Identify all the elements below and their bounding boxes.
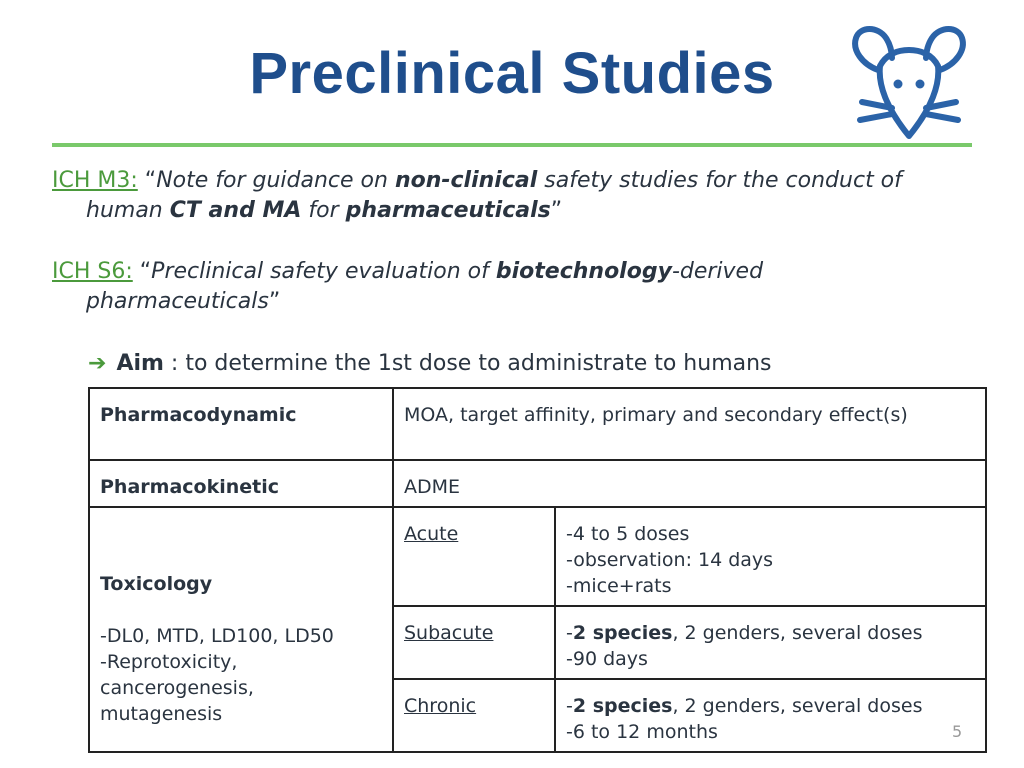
aim-label: Aim (116, 351, 164, 376)
detail-line: -mice+rats (566, 575, 672, 597)
quote-close: ” (550, 198, 563, 223)
text-part: -derived pharmaceuticals (86, 259, 764, 314)
study-table (88, 387, 987, 753)
detail-line (566, 693, 975, 719)
detail-line: -90 days (566, 648, 648, 670)
detail-line (566, 620, 975, 646)
toxicology-detail: -DL0, MTD, LD100, LD50 (100, 624, 334, 647)
ich-s6-text (86, 259, 763, 314)
ich-s6-label: ICH S6: (52, 259, 133, 284)
text-part: Preclinical safety evaluation of (151, 259, 496, 284)
page-number: 5 (952, 722, 963, 741)
toxicology-label: Toxicology (100, 572, 213, 595)
subacute-label-cell (393, 606, 555, 679)
pharmacokinetic-value: ADME (393, 460, 986, 507)
subacute-label: Subacute (404, 622, 494, 644)
ich-s6-paragraph (52, 257, 932, 317)
table-row (89, 388, 986, 460)
text-part: - (566, 622, 573, 644)
detail-line: -observation: 14 days (566, 549, 774, 571)
subacute-details (555, 606, 986, 679)
text-part: , 2 genders, several doses (672, 622, 923, 644)
toxicology-cell (89, 507, 393, 752)
pharmacodynamic-label: Pharmacodynamic (89, 388, 393, 460)
table-row (89, 507, 986, 606)
quote-open: “ (144, 168, 157, 193)
table-row (89, 460, 986, 507)
title-divider (52, 143, 972, 147)
quote-open: “ (139, 259, 152, 284)
text-bold: 2 species (572, 695, 673, 717)
text-part: Note for guidance on (156, 168, 395, 193)
pharmacodynamic-value: MOA, target affinity, primary and secondary effect(s) (393, 388, 986, 460)
text-bold: non-clinical (394, 168, 538, 193)
ich-m3-paragraph (52, 166, 932, 226)
aim-text: : to determine the 1st dose to administrate to humans (163, 351, 772, 376)
chronic-label-cell (393, 679, 555, 752)
chronic-label: Chronic (404, 695, 477, 717)
chronic-details (555, 679, 986, 752)
toxicology-detail: -Reprotoxicity, cancerogenesis, mutagenesis (100, 650, 254, 725)
text-bold: pharmaceuticals (345, 198, 551, 223)
text-part: - (566, 695, 573, 717)
aim-line (88, 349, 772, 379)
text-bold: CT and MA (169, 198, 302, 223)
text-bold: 2 species (572, 622, 673, 644)
acute-details (555, 507, 986, 606)
ich-m3-label: ICH M3: (52, 168, 138, 193)
text-part: for (301, 198, 346, 223)
pharmacokinetic-label: Pharmacokinetic (89, 460, 393, 507)
detail-line: -6 to 12 months (566, 721, 718, 743)
detail-line: -4 to 5 doses (566, 523, 690, 545)
text-bold: biotechnology (495, 259, 672, 284)
text-part: safety studies for the conduct of human (86, 168, 902, 223)
acute-label: Acute (404, 523, 459, 545)
text-part: , 2 genders, several doses (672, 695, 923, 717)
mouse-icon (848, 22, 970, 144)
quote-close: ” (268, 289, 281, 314)
ich-m3-text (86, 168, 902, 223)
arrow-right-icon: ➔ (88, 351, 107, 376)
acute-label-cell (393, 507, 555, 606)
slide-title: Preclinical Studies (249, 41, 775, 106)
